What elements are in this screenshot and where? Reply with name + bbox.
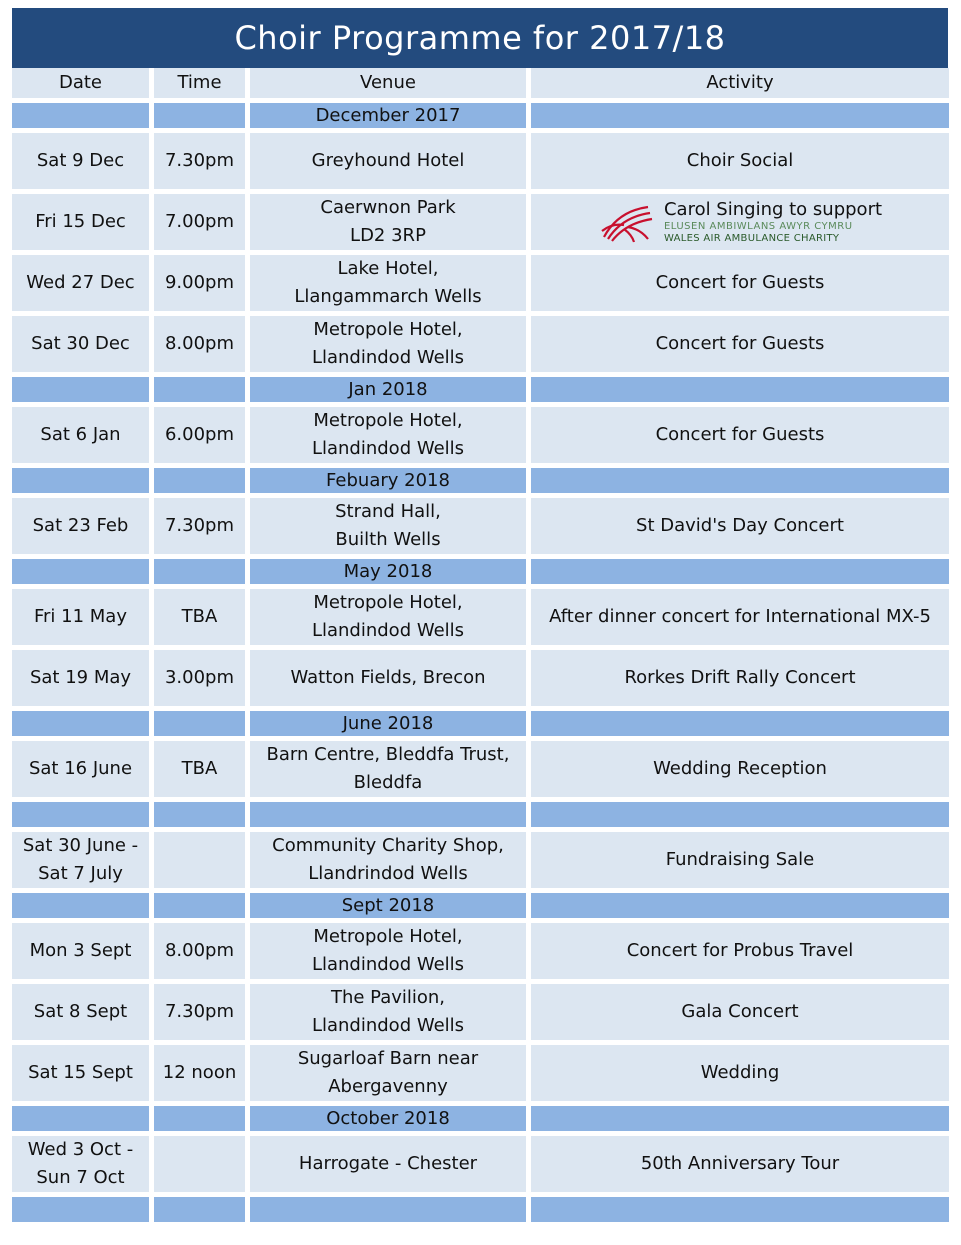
table-row xyxy=(12,1136,949,1192)
month-label: June 2018 xyxy=(250,711,526,736)
venue-cell xyxy=(250,832,526,888)
cell-line: Concert for Guests xyxy=(655,272,825,293)
header-date: Date xyxy=(12,68,149,98)
date-cell xyxy=(12,407,149,463)
table-row xyxy=(12,923,949,979)
month-spacer-cell xyxy=(12,802,149,827)
activity-cell xyxy=(531,589,949,645)
venue-cell xyxy=(250,407,526,463)
month-spacer-cell xyxy=(154,1197,245,1222)
cell-line: Sat 19 May xyxy=(29,667,132,688)
time-cell: TBA xyxy=(154,589,245,645)
time-cell: TBA xyxy=(154,741,245,797)
cell-line: Llandindod Wells xyxy=(311,347,465,368)
month-row xyxy=(12,559,949,584)
month-label: Jan 2018 xyxy=(250,377,526,402)
cell-line: Rorkes Drift Rally Concert xyxy=(624,667,856,688)
cell-line: LD2 3RP xyxy=(350,225,426,246)
month-row xyxy=(12,103,949,128)
time-cell: 6.00pm xyxy=(154,407,245,463)
time-cell xyxy=(154,832,245,888)
month-spacer-cell xyxy=(154,103,245,128)
month-spacer-cell xyxy=(12,468,149,493)
cell-line: Sat 30 Dec xyxy=(31,333,130,354)
date-cell xyxy=(12,650,149,706)
month-spacer-cell xyxy=(531,1197,949,1222)
cell-line: Sat 8 Sept xyxy=(33,1001,128,1022)
month-spacer-cell xyxy=(531,1106,949,1131)
month-label: December 2017 xyxy=(250,103,526,128)
month-row xyxy=(12,377,949,402)
month-spacer-cell xyxy=(531,893,949,918)
cell-line: Llandindod Wells xyxy=(311,1015,465,1036)
cell-line: Fri 11 May xyxy=(33,606,127,627)
time-cell: 7.30pm xyxy=(154,133,245,189)
cell-line: Harrogate - Chester xyxy=(298,1153,478,1174)
activity-cell xyxy=(531,407,949,463)
table-row xyxy=(12,194,949,250)
table-row xyxy=(12,255,949,311)
time-cell: 12 noon xyxy=(154,1045,245,1101)
date-cell xyxy=(12,133,149,189)
time-cell: 7.30pm xyxy=(154,498,245,554)
header-time: Time xyxy=(154,68,245,98)
month-spacer-cell xyxy=(154,893,245,918)
cell-line: Concert for Guests xyxy=(655,424,825,445)
time-cell: 7.00pm xyxy=(154,194,245,250)
table-row xyxy=(12,984,949,1040)
cell-line: Sat 6 Jan xyxy=(40,424,121,445)
time-cell: 8.00pm xyxy=(154,316,245,372)
cell-line: Mon 3 Sept xyxy=(29,940,132,961)
header-venue: Venue xyxy=(250,68,526,98)
time-cell: 9.00pm xyxy=(154,255,245,311)
cell-line: 50th Anniversary Tour xyxy=(640,1153,840,1174)
month-label: October 2018 xyxy=(250,1106,526,1131)
date-cell xyxy=(12,832,149,888)
table-row xyxy=(12,1045,949,1101)
charity-name-english: WALES AIR AMBULANCE CHARITY xyxy=(663,233,840,244)
cell-line: Barn Centre, Bleddfa Trust, xyxy=(266,744,510,765)
programme-table xyxy=(12,68,949,1227)
month-spacer-cell xyxy=(12,711,149,736)
activity-cell xyxy=(531,741,949,797)
cell-line: Sat 9 Dec xyxy=(36,150,125,171)
cell-line: Community Charity Shop, xyxy=(272,835,504,856)
month-spacer-cell xyxy=(531,802,949,827)
cell-line: Sun 7 Oct xyxy=(36,1167,125,1188)
activity-cell xyxy=(531,984,949,1040)
activity-cell xyxy=(531,923,949,979)
cell-line: Sugarloaf Barn near xyxy=(297,1048,479,1069)
cell-line: Sat 16 June xyxy=(28,758,133,779)
cell-line: Fundraising Sale xyxy=(665,849,815,870)
month-spacer-cell xyxy=(531,468,949,493)
venue-cell xyxy=(250,133,526,189)
month-row xyxy=(12,1106,949,1131)
activity-cell xyxy=(531,194,949,250)
date-cell xyxy=(12,194,149,250)
table-header-row xyxy=(12,68,949,98)
activity-cell xyxy=(531,498,949,554)
cell-line: Bleddfa xyxy=(353,772,423,793)
table-row xyxy=(12,650,949,706)
month-spacer-cell xyxy=(12,893,149,918)
month-spacer-cell xyxy=(12,377,149,402)
date-cell xyxy=(12,741,149,797)
month-row xyxy=(12,1197,949,1222)
month-spacer-cell xyxy=(154,711,245,736)
time-cell: 8.00pm xyxy=(154,923,245,979)
month-spacer-cell xyxy=(531,103,949,128)
month-label xyxy=(250,802,526,827)
date-cell xyxy=(12,1136,149,1192)
cell-line: St David's Day Concert xyxy=(636,515,844,536)
cell-line: Lake Hotel, xyxy=(337,258,439,279)
cell-line: Wed 27 Dec xyxy=(26,272,135,293)
month-label: May 2018 xyxy=(250,559,526,584)
venue-cell xyxy=(250,1045,526,1101)
date-cell xyxy=(12,589,149,645)
month-label xyxy=(250,1197,526,1222)
date-cell xyxy=(12,498,149,554)
month-row xyxy=(12,711,949,736)
cell-line: Llandindod Wells xyxy=(311,438,465,459)
table-row xyxy=(12,589,949,645)
cell-line: Caerwnon Park xyxy=(320,197,456,218)
activity-cell xyxy=(531,316,949,372)
cell-line: Llandrindod Wells xyxy=(308,863,468,884)
table-row xyxy=(12,498,949,554)
table-row xyxy=(12,316,949,372)
cell-line: Builth Wells xyxy=(335,529,441,550)
air-ambulance-logo-icon xyxy=(598,201,658,243)
month-label: Febuary 2018 xyxy=(250,468,526,493)
month-spacer-cell xyxy=(154,802,245,827)
month-spacer-cell xyxy=(12,1197,149,1222)
activity-cell xyxy=(531,1045,949,1101)
cell-line: Metropole Hotel, xyxy=(313,592,463,613)
activity-cell xyxy=(531,1136,949,1192)
date-cell xyxy=(12,923,149,979)
cell-line: The Pavilion, xyxy=(330,987,446,1008)
time-cell xyxy=(154,1136,245,1192)
cell-line: Fri 15 Dec xyxy=(35,211,126,232)
venue-cell xyxy=(250,498,526,554)
cell-line: Concert for Guests xyxy=(655,333,825,354)
venue-cell xyxy=(250,984,526,1040)
date-cell xyxy=(12,255,149,311)
header-activity: Activity xyxy=(531,68,949,98)
date-cell xyxy=(12,316,149,372)
month-label: Sept 2018 xyxy=(250,893,526,918)
venue-cell xyxy=(250,255,526,311)
time-cell: 7.30pm xyxy=(154,984,245,1040)
table-row xyxy=(12,832,949,888)
date-cell xyxy=(12,984,149,1040)
cell-line: Choir Social xyxy=(686,150,794,171)
activity-text: Carol Singing to support xyxy=(663,199,883,220)
venue-cell xyxy=(250,1136,526,1192)
table-row xyxy=(12,741,949,797)
cell-line: Metropole Hotel, xyxy=(313,410,463,431)
month-row xyxy=(12,802,949,827)
cell-line: Wedding Reception xyxy=(653,758,827,779)
activity-cell xyxy=(531,255,949,311)
venue-cell xyxy=(250,316,526,372)
cell-line: Sat 30 June - xyxy=(22,835,139,856)
activity-cell xyxy=(531,650,949,706)
venue-cell xyxy=(250,589,526,645)
venue-cell xyxy=(250,741,526,797)
charity-name-welsh: ELUSEN AMBIWLANS AWYR CYMRU xyxy=(663,221,853,232)
cell-line: Concert for Probus Travel xyxy=(626,940,854,961)
cell-line: Wedding xyxy=(700,1062,780,1083)
cell-line: Metropole Hotel, xyxy=(313,319,463,340)
month-spacer-cell xyxy=(531,559,949,584)
venue-cell xyxy=(250,194,526,250)
month-spacer-cell xyxy=(154,377,245,402)
charity-block xyxy=(598,199,882,245)
month-row xyxy=(12,893,949,918)
time-cell: 3.00pm xyxy=(154,650,245,706)
programme-title: Choir Programme for 2017/18 xyxy=(12,8,948,68)
cell-line: Sat 23 Feb xyxy=(32,515,129,536)
month-spacer-cell xyxy=(12,103,149,128)
cell-line: Wed 3 Oct - xyxy=(27,1139,134,1160)
activity-cell xyxy=(531,133,949,189)
cell-line: Strand Hall, xyxy=(335,501,441,522)
table-row xyxy=(12,133,949,189)
month-spacer-cell xyxy=(531,711,949,736)
cell-line: Metropole Hotel, xyxy=(313,926,463,947)
cell-line: Sat 15 Sept xyxy=(28,1062,133,1083)
cell-line: Sat 7 July xyxy=(38,863,123,884)
charity-text xyxy=(664,199,882,245)
cell-line: Llandindod Wells xyxy=(311,954,465,975)
date-cell xyxy=(12,1045,149,1101)
cell-line: Llandindod Wells xyxy=(311,620,465,641)
cell-line: After dinner concert for International MX-5 xyxy=(549,606,931,627)
month-spacer-cell xyxy=(12,559,149,584)
month-spacer-cell xyxy=(154,468,245,493)
cell-line: Llangammarch Wells xyxy=(294,286,482,307)
month-spacer-cell xyxy=(154,1106,245,1131)
month-row xyxy=(12,468,949,493)
cell-line: Abergavenny xyxy=(328,1076,448,1097)
table-row xyxy=(12,407,949,463)
venue-cell xyxy=(250,923,526,979)
month-spacer-cell xyxy=(154,559,245,584)
month-spacer-cell xyxy=(531,377,949,402)
cell-line: Watton Fields, Brecon xyxy=(290,667,486,688)
activity-cell xyxy=(531,832,949,888)
cell-line: Gala Concert xyxy=(681,1001,799,1022)
venue-cell xyxy=(250,650,526,706)
month-spacer-cell xyxy=(12,1106,149,1131)
cell-line: Greyhound Hotel xyxy=(311,150,465,171)
